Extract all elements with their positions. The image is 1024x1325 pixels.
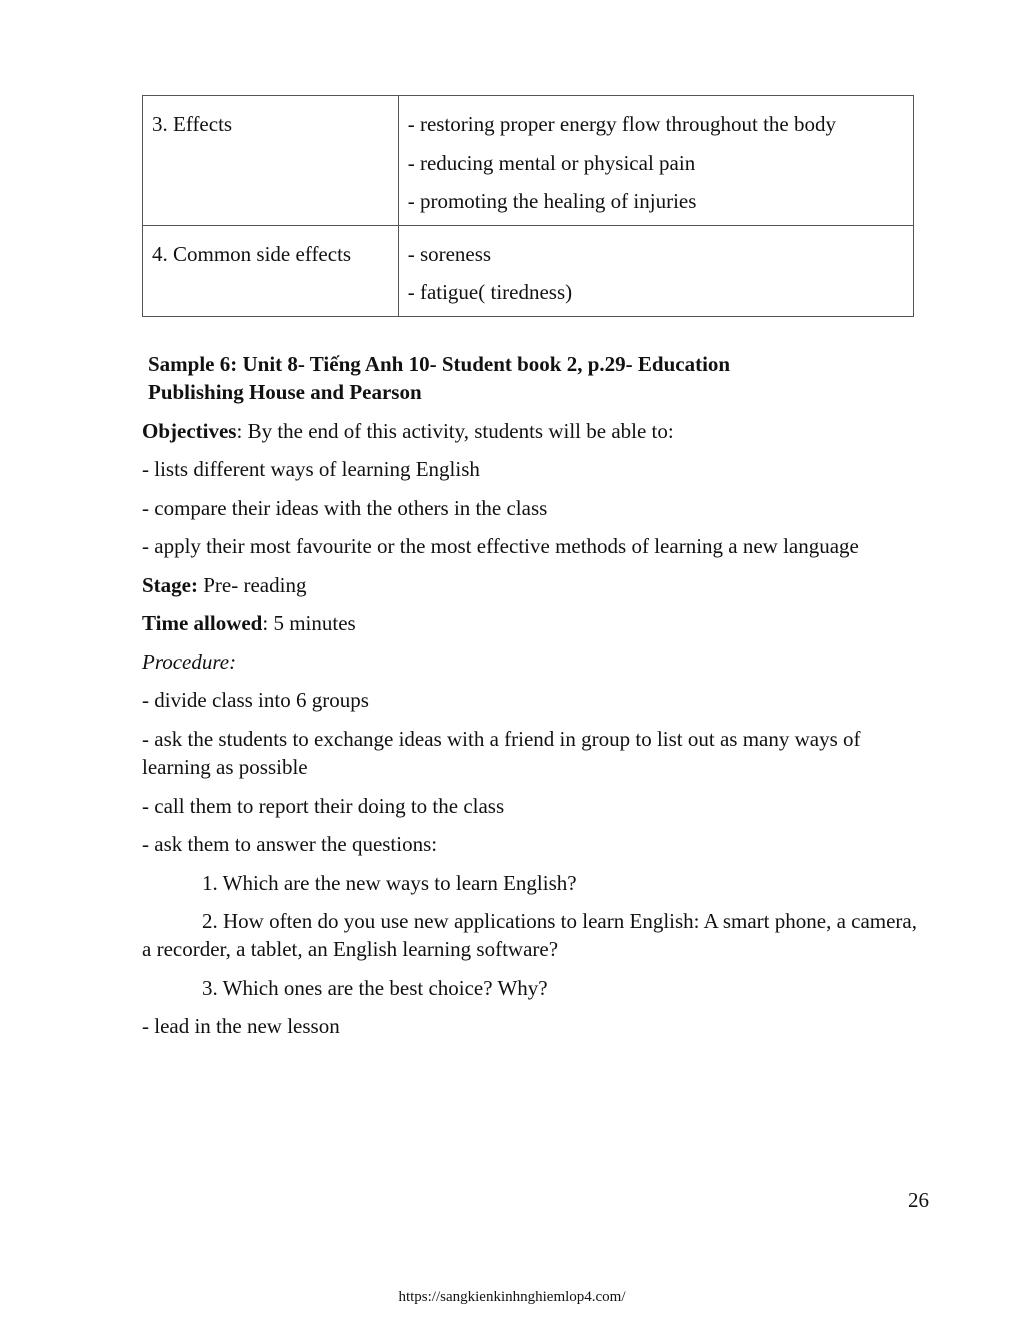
table-cell-label — [143, 96, 399, 226]
table-cell-items — [398, 96, 913, 226]
procedure-item: - call them to report their doing to the class — [142, 794, 505, 818]
closing-item: - lead in the new lesson — [142, 1014, 340, 1038]
info-table — [142, 95, 914, 317]
question-item: 2. How often do you use new applications to learn English: A smart phone, a camera, a recorder, a tablet, an English learning software? — [142, 909, 917, 961]
time-value: : 5 minutes — [262, 611, 356, 635]
stage-label: Stage: — [142, 573, 198, 597]
question-item: 1. Which are the new ways to learn English? — [202, 871, 577, 895]
procedure-item: - ask them to answer the questions: — [142, 832, 438, 856]
stage-line — [142, 571, 942, 599]
table-row — [143, 225, 914, 316]
stage-value: Pre- reading — [198, 573, 307, 597]
procedure-label: Procedure: — [142, 650, 237, 674]
list-item: - promoting the healing of injuries — [407, 189, 697, 213]
sample-heading — [148, 350, 868, 406]
question-item: 3. Which ones are the best choice? Why? — [202, 976, 548, 1000]
time-line — [142, 609, 942, 637]
row-label: 4. Common side effects — [152, 241, 352, 266]
objectives-text: : By the end of this activity, students will be able to: — [236, 419, 674, 443]
table-cell-label — [143, 225, 399, 316]
objectives-line — [142, 417, 942, 445]
row-label: 3. Effects — [152, 112, 233, 136]
objective-item: - apply their most favourite or the most effective methods of learning a new language — [142, 534, 859, 558]
footer-url: https://sangkienkinhnghiemlop4.com/ — [398, 1289, 626, 1305]
objective-item: - compare their ideas with the others in the class — [142, 496, 548, 520]
procedure-item: - divide class into 6 groups — [142, 688, 369, 712]
list-item: - fatigue( tiredness) — [407, 280, 573, 304]
list-item: - reducing mental or physical pain — [407, 150, 696, 175]
objective-item: - lists different ways of learning English — [142, 457, 480, 481]
list-item: - soreness — [407, 241, 492, 266]
page-number: 26 — [908, 1188, 929, 1212]
heading-line: Sample 6: Unit 8- Tiếng Anh 10- Student book 2, p.29- Education — [148, 352, 731, 376]
time-label: Time allowed — [142, 611, 263, 635]
heading-line: Publishing House and Pearson — [148, 380, 422, 404]
table-row — [143, 96, 914, 226]
procedure-item: - ask the students to exchange ideas with a friend in group to list out as many ways of learning as possible — [142, 727, 861, 779]
list-item: - restoring proper energy flow throughout the body — [407, 112, 836, 136]
objectives-label: Objectives — [142, 419, 237, 443]
table-cell-items — [398, 225, 913, 316]
